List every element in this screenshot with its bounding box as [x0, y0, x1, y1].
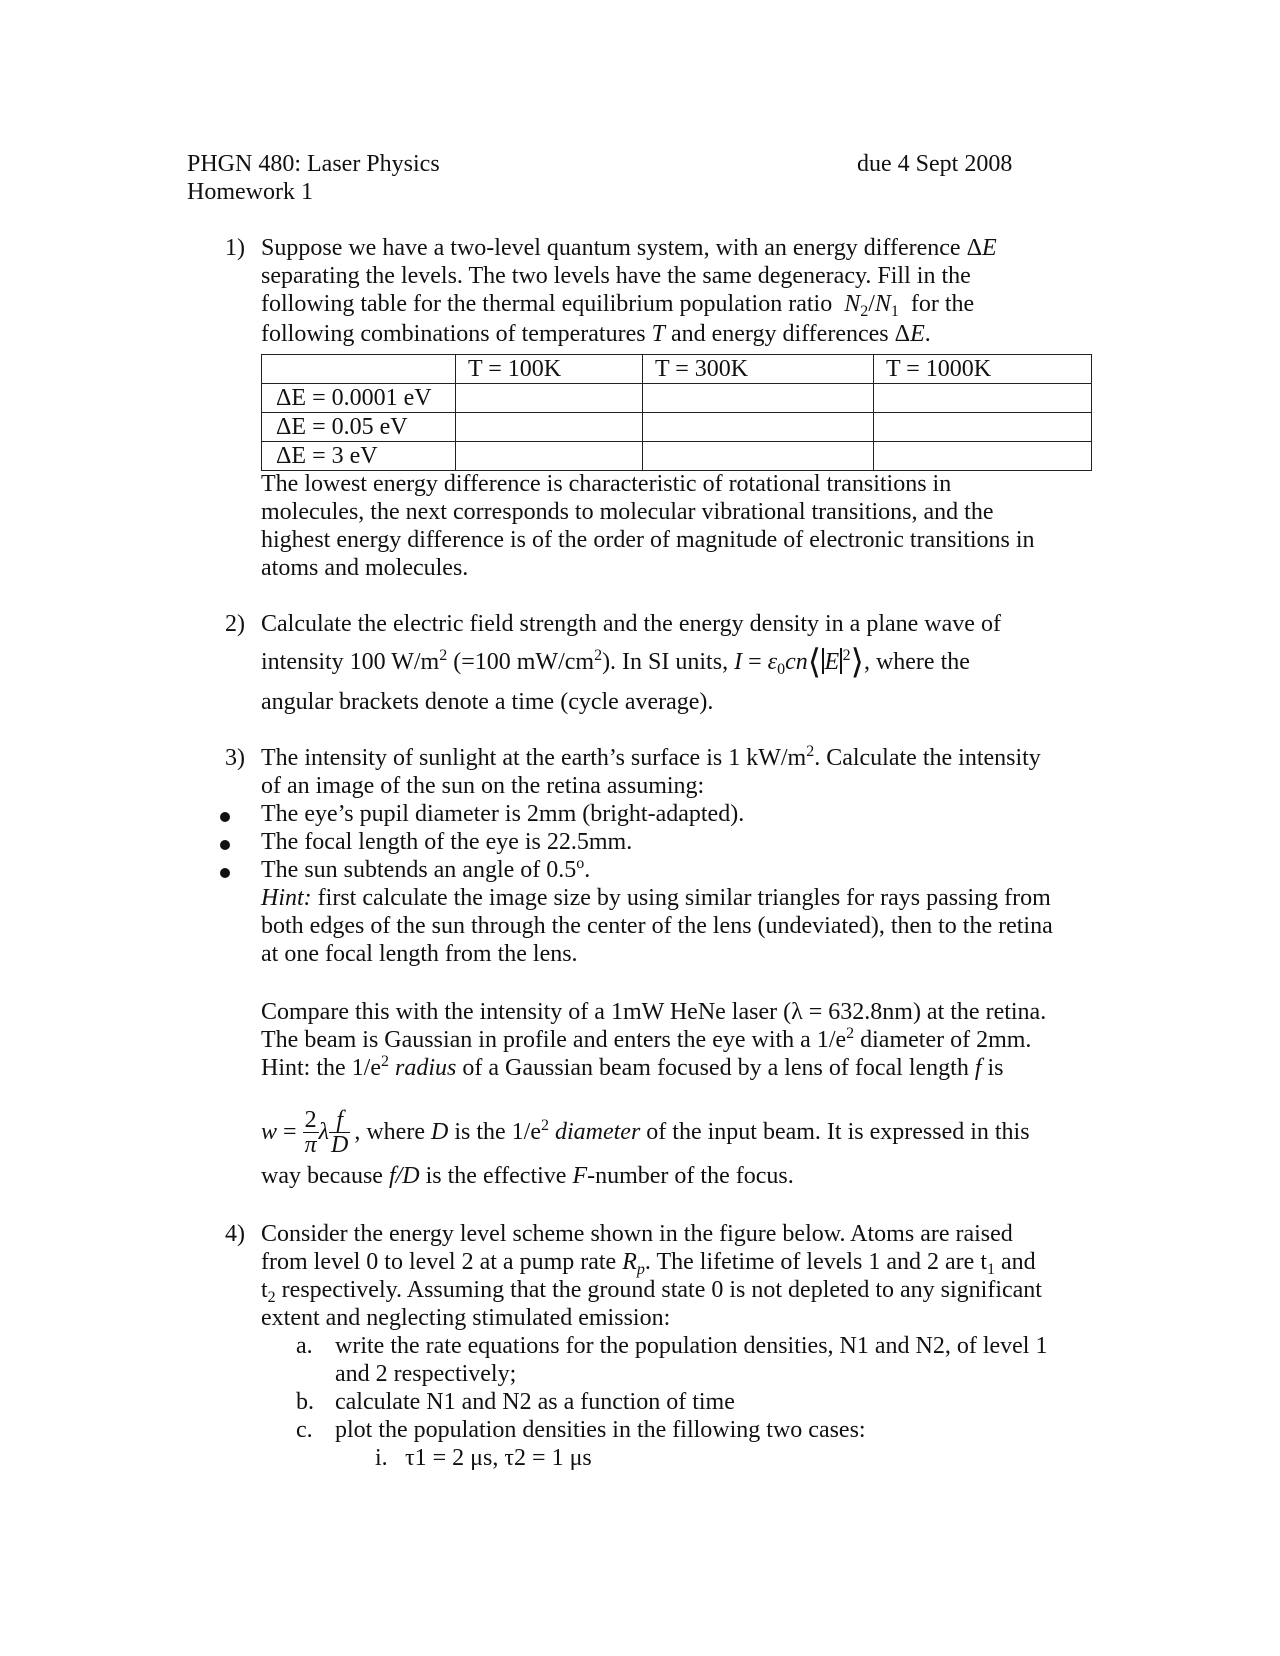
problem-3-emphasis: f/D [388, 1163, 420, 1189]
problem-4-line-2: from level 0 to level 2 at a pump rate $R_p$. The lifetime of levels 1 and 2 are $t_1$ and [261, 1249, 1036, 1278]
table-header-label: T = 1000K [886, 356, 992, 382]
problem-3-text: way because [261, 1163, 389, 1189]
problem-3-compare-line: Compare this with the intensity of a 1mW HeNe laser (λ = 632.8nm) at the retina. [261, 999, 1047, 1025]
problem-1-note-line: highest energy difference is of the order of magnitude of electronic transitions in [261, 527, 1035, 553]
bullet-icon [220, 812, 230, 822]
table-row [262, 442, 1092, 471]
table-header-cell [262, 355, 456, 384]
problem-3-hint-line: at one focal length from the lens. [261, 941, 578, 967]
problem-3-line-1: The intensity of sunlight at the earth’s surface is 1 $kW/m^2$. Calculate the intensity [261, 743, 1041, 771]
problem-2-line-2: intensity 100 $W/m^2$ (=100 $mW/cm^2$). In SI units, $I = \varepsilon_0cn⟨$ E $^2$⟩, where the [261, 644, 970, 681]
delta-e-symbol: ΔE [966, 235, 997, 261]
problem-2-number: 2) [225, 611, 245, 637]
problem-3-emphasis: radius [394, 1055, 457, 1081]
table-header-cell [643, 355, 874, 384]
list-item-continuation: and 2 respectively; [335, 1361, 517, 1387]
problem-3-text: -number of the focus. [587, 1163, 794, 1189]
problem-4-text: from level 0 to level 2 at a pump rate [261, 1249, 623, 1275]
table-row-label: ΔE = 0.05 eV [262, 413, 456, 442]
table-header-row [262, 355, 1092, 384]
problem-3-number: 3) [225, 745, 245, 771]
problem-3-bullet-text: . [584, 857, 591, 883]
problem-2-text: (=100 mW/cm [447, 649, 595, 675]
sub-list-item-label: i. [375, 1445, 388, 1471]
sub-list-item: τ1 = 2 μs, τ2 = 1 μs [405, 1445, 592, 1471]
table-cell [643, 384, 874, 413]
table-cell [456, 442, 643, 471]
problem-3-text: The intensity of sunlight at the earth’s surface is 1 kW/m [261, 745, 807, 771]
problem-2-text: , where the [863, 649, 970, 675]
problem-1-line-4: following combinations of temperatures T and energy differences ΔE. [261, 321, 931, 347]
problem-3-text: Hint: the 1/e [261, 1055, 381, 1081]
course-title: PHGN 480: Laser Physics [187, 151, 440, 177]
problem-2-text: intensity 100 W/m [261, 649, 440, 675]
problem-3-line-2: of an image of the sun on the retina assuming: [261, 773, 705, 799]
table-header-label: T = 300K [655, 356, 749, 382]
list-item: write the rate equations for the population densities, N1 and N2, of level 1 [335, 1333, 1048, 1359]
problem-3-emphasis: F [572, 1163, 588, 1189]
bullet-icon [220, 868, 230, 878]
list-item: plot the population densities in the fillowing two cases: [335, 1417, 866, 1443]
problem-3-text: is [981, 1055, 1004, 1081]
bullet-icon [220, 840, 230, 850]
problem-3-text: The beam is Gaussian in profile and enters the eye with a 1/e [261, 1027, 847, 1053]
table-row [262, 384, 1092, 413]
problem-3-emphasis: f [974, 1055, 982, 1081]
problem-4-text: and [995, 1249, 1036, 1275]
problem-2-line-3: angular brackets denote a time (cycle average). [261, 689, 714, 715]
table-cell [456, 413, 643, 442]
problem-4-number: 4) [225, 1221, 245, 1247]
problem-1-text: following combinations of temperatures [261, 321, 646, 347]
problem-3-hint-line [261, 884, 1081, 913]
due-date: due 4 Sept 2008 [857, 151, 1013, 177]
table-row-label: ΔE = 0.0001 eV [262, 384, 456, 413]
problem-1-text: for the [910, 291, 975, 317]
problem-1-text: following table for the thermal equilibrium population ratio [261, 291, 833, 317]
problem-1-number: 1) [225, 235, 245, 261]
temperature-symbol: T [651, 321, 665, 347]
problem-3-text: is the effective [419, 1163, 573, 1189]
table-cell [643, 442, 874, 471]
problem-4-line-1: Consider the energy level scheme shown in the figure below. Atoms are raised [261, 1221, 1013, 1247]
table-cell [456, 384, 643, 413]
problem-3-text: of a Gaussian beam focused by a lens of focal length [456, 1055, 975, 1081]
problem-3-text: of the input beam. It is expressed in this [640, 1118, 1030, 1145]
pump-rate-symbol: $R_p$ [622, 1249, 645, 1278]
list-item-label: b. [296, 1389, 314, 1415]
problem-3-text: . Calculate the intensity [814, 745, 1041, 771]
list-item-label: a. [296, 1333, 313, 1359]
problem-1-line-2: separating the levels. The two levels have the same degeneracy. Fill in the [261, 263, 971, 289]
formula-explanation: , where D is the $1/e^2$ diameter of the input beam. It is expressed in this [354, 1116, 1030, 1145]
population-ratio-symbol: $N_2/N_1$ [844, 291, 899, 320]
table-row [262, 413, 1092, 442]
intensity-formula: $I = \varepsilon_0cn⟨$ E $^2$⟩ [734, 644, 864, 681]
problem-3-text: , where [354, 1118, 431, 1145]
problem-1-line-1 [261, 234, 1081, 263]
fraction: $\frac{2}{\pi}$ [304, 1106, 317, 1158]
table-header-cell [874, 355, 1092, 384]
problem-3-text: diameter of 2mm. [854, 1027, 1032, 1053]
problem-2-text: ). In SI units, [602, 649, 729, 675]
problem-2-line-1: Calculate the electric field strength and the energy density in a plane wave of [261, 611, 1001, 637]
problem-1-note-line: atoms and molecules. [261, 555, 469, 581]
delta-e-symbol: ΔE [894, 321, 925, 347]
problem-3-bullet-text: The sun subtends an angle of 0.5 [261, 857, 577, 883]
table-cell [874, 384, 1092, 413]
assignment-title: Homework 1 [187, 179, 313, 205]
problem-4-line-3: $t_2$ respectively. Assuming that the ground state 0 is not depleted to any significant [261, 1277, 1042, 1306]
problem-1-note-line: The lowest energy difference is characteristic of rotational transitions in [261, 471, 952, 497]
list-item: calculate N1 and N2 as a function of time [335, 1389, 735, 1415]
problem-3-compare-line: Hint: the $1/e^2$ radius of a Gaussian beam focused by a lens of focal length f is [261, 1053, 1004, 1081]
problem-3-hint-line: both edges of the sun through the center of the lens (undeviated), then to the retina [261, 913, 1053, 939]
problem-4-line-4: extent and neglecting stimulated emission: [261, 1305, 671, 1331]
list-item-label: c. [296, 1417, 313, 1443]
problem-1-text: Suppose we have a two-level quantum system, with an energy difference [261, 235, 961, 261]
table-header-label: T = 100K [468, 356, 562, 382]
table-cell [643, 413, 874, 442]
problem-3-text: is the 1/e [448, 1118, 541, 1145]
problem-1-text: and energy differences [670, 321, 889, 347]
beam-waist-formula: w = $\frac{2}{\pi}$ λ $\frac{f}{D}$ , where D is the $1/e^2$ diameter of the input beam. It is expressed in this [261, 1106, 1030, 1158]
problem-1-note-line: molecules, the next corresponds to molecular vibrational transitions, and the [261, 499, 994, 525]
population-ratio-table [261, 354, 1092, 471]
problem-3-bullet: The focal length of the eye is 22.5mm. [261, 829, 633, 855]
table-cell [874, 413, 1092, 442]
problem-3-bullet: The eye’s pupil diameter is 2mm (bright-adapted). [261, 801, 745, 827]
problem-4-text: . The lifetime of levels 1 and 2 are t [644, 1249, 987, 1275]
table-row-label: ΔE = 3 eV [262, 442, 456, 471]
problem-3-compare-line: The beam is Gaussian in profile and enters the eye with a $1/e^2$ diameter of 2mm. [261, 1025, 1032, 1053]
problem-3-emphasis: diameter [554, 1118, 641, 1145]
problem-3-last-line [261, 1162, 1081, 1191]
table-cell [874, 442, 1092, 471]
hint-label: Hint: [261, 885, 312, 911]
problem-3-emphasis: D [430, 1118, 449, 1145]
problem-3-bullet: The sun subtends an angle of 0.5$^o$. [261, 855, 591, 883]
problem-1-line-3 [261, 290, 1081, 319]
problem-3-hint-text: first calculate the image size by using similar triangles for rays passing from [311, 885, 1051, 911]
fraction: $\frac{f}{D}$ [331, 1106, 349, 1158]
problem-4-text: respectively. Assuming that the ground state 0 is not depleted to any significant [275, 1277, 1042, 1303]
table-header-cell [456, 355, 643, 384]
problem-4-text: t [261, 1277, 268, 1303]
